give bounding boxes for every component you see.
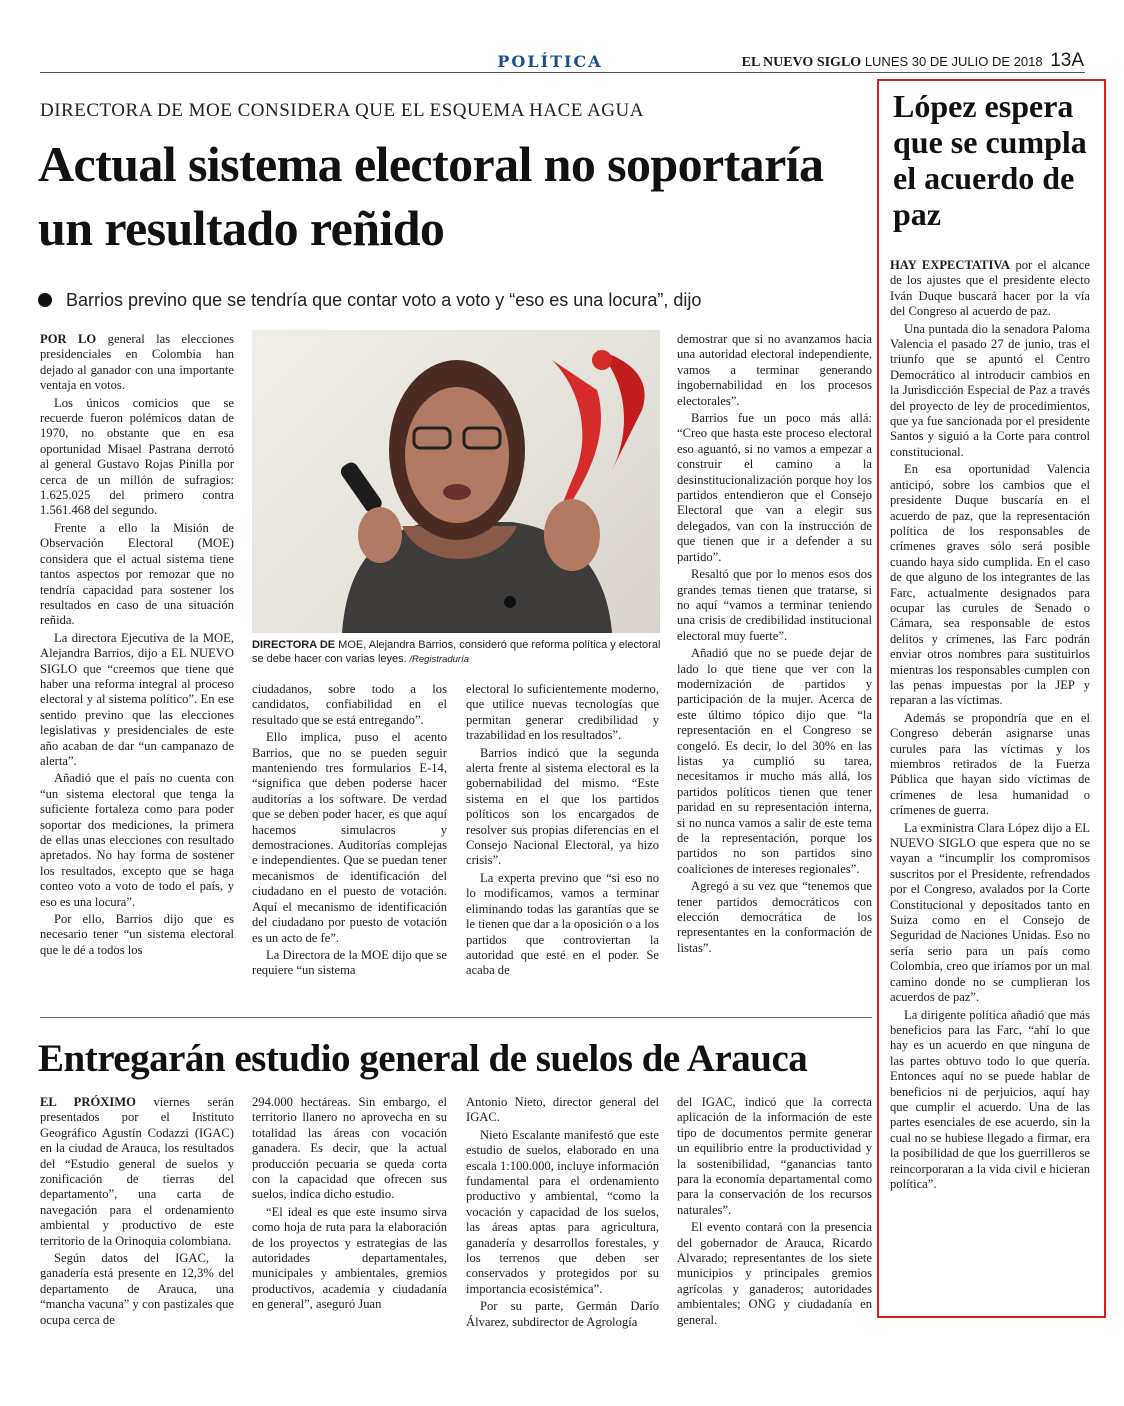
microphone-icon xyxy=(338,460,384,515)
caption-lead: DIRECTORA DE xyxy=(252,639,336,651)
bullet-icon xyxy=(38,293,52,307)
paragraph: Además se propondría que en el Congreso deberán asignarse unas curules para las víctimas y los miembros retirados de la Fuerza Pública que hayan sido víctimas de crímenes de lesa humanidad o crímenes de guerra. xyxy=(890,710,1090,818)
paragraph: Agregó a su vez que “tenemos que tener partidos democráticos con elección democrática de los representantes en la conformación de listas”. xyxy=(677,879,872,955)
paragraph: 294.000 hectáreas. Sin embargo, el territorio llanero no aprovecha en su totalidad las áreas con vocación ganadera. Es decir, que la actual producción pecuaria se queda corta con la capacidad que ofrecen sus suelos, indica dicho estudio. xyxy=(252,1095,447,1202)
second-col-3 xyxy=(466,1095,659,1335)
deck-text: Barrios previno que se tendría que contar voto a voto y “eso es una locura”, dijo xyxy=(66,290,702,310)
header-rule xyxy=(40,72,1085,73)
lead-text: por el alcance de los ajustes que el presidente electo Iván Duque buscará hacer por la vía del Congreso al acuerdo de paz. xyxy=(890,258,1090,319)
lead-paragraph xyxy=(40,332,234,394)
newspaper-name: EL NUEVO SIGLO xyxy=(741,55,862,70)
paragraph: del IGAC, indicó que la correcta aplicación de la información de este tipo de documentos permite generar un equilibrio entre la productividad y la sostenibilidad, “ganancias tanto para la economía departamental como para la conservación de los recursos naturales”. xyxy=(677,1095,872,1217)
lead-text: general las elecciones presidenciales en Colombia han dejado al ganador con una importante ventaja en votos. xyxy=(40,332,234,393)
second-headline: Entregarán estudio general de suelos de Arauca xyxy=(38,1037,808,1080)
photo-alejandra-barrios xyxy=(252,330,660,633)
paragraph: demostrar que si no avanzamos hacia una autoridad electoral independiente, vamos a terminar generando ingobernabilidad en los procesos electorales”. xyxy=(677,332,872,408)
paragraph: La Directora de la MOE dijo que se requiere “un sistema xyxy=(252,947,447,978)
paragraph: El evento contará con la presencia del gobernador de Arauca, Ricardo Alvarado; representantes de los siete municipios y principales gremios agrícolas y ganaderos; autoridades ambientales; ONG y ciudadanía en general. xyxy=(677,1220,872,1327)
paragraph: La experta previno que “si eso no lo modificamos, vamos a terminar eliminando todas las garantías que se le tienen que dar a la oposición o a los partidos que controviertan la autoridad que esté en el poder. Se acaba de xyxy=(466,870,659,978)
paragraph: La dirigente política añadió que más beneficios para las Farc, “ahí lo que hay es un acuerdo en que ninguna de las partes obtuvo todo lo que quería. Entonces aquí no se puede hablar de beneficios ni de perjuicios, aquí hay que cumplir el acuerdo. Una de las partes esenciales de ese acuerdo, sin la cual no se hubiese llegado a firmar, era la posibilidad de que los guerrilleros se reincorporaran a la vida civil e hicieran política”. xyxy=(890,1007,1090,1191)
face-shape xyxy=(405,387,509,523)
lapel-mic-icon xyxy=(504,596,516,608)
main-col-1 xyxy=(40,332,234,1000)
sidebar-headline: López espera que se cumpla el acuerdo de paz xyxy=(893,88,1087,232)
folio xyxy=(742,50,1084,72)
mouth-shape xyxy=(443,484,471,500)
paragraph: Añadió que no se puede dejar de lado lo que tiene que ver con la modernización de partidos y participación de la mujer. Acerca de este último tópico dijo que “la representación en el Congreso se congeló. Es decir, lo del 30% en las listas ya cumplió su tarea, necesitamos ir mucho más allá, los partidos políticos tienen que tener paridad en su representación interna, si no nunca vamos a salir de este tema de la representación, porque los partidos no son partidos sino coaliciones de intereses regionales”. xyxy=(677,646,872,876)
photo-caption xyxy=(252,638,662,667)
paragraph: ciudadanos, sobre todo a los candidatos, confiabilidad en el resultado que se está entregando”. xyxy=(252,682,447,727)
paragraph: Según datos del IGAC, la ganadería está presente en 12,3% del departamento de Arauca, una “mancha vacuna” y con pastizales que ocupa cerca de xyxy=(40,1251,234,1327)
paragraph: La directora Ejecutiva de la MOE, Alejandra Barrios, dijo a EL NUEVO SIGLO que “creemos que tiene que haber una reforma integral al proceso electoral y al sistema político”. En ese sentido previno que las elecciones legislativas y presidenciales de este año acaban de dar “un campanazo de alerta”. xyxy=(40,630,234,768)
paragraph: Por ello, Barrios dijo que es necesario tener “un sistema electoral que le dé a todos los xyxy=(40,912,234,957)
story-divider xyxy=(40,1017,872,1018)
paragraph: Barrios fue un poco más allá: “Creo que hasta este proceso electoral eso aguantó, si no vamos a empezar a construir el camino a la desinstitucionalización porque hoy los partidos entendieron que el Consejo Electoral que van a elegir sus delegados, van con la instrucción de que tienen que ir a defender a su partido”. xyxy=(677,411,872,564)
caption-text: MOE, Alejandra Barrios, consideró que reforma política y electoral se debe hacer con varias leyes. xyxy=(252,639,661,665)
paragraph: Resaltó que por lo menos esos dos grandes temas tienen que tratarse, si no aquí “vamos a terminar teniendo una crisis de credibilidad institucional electoral muy fuerte”. xyxy=(677,567,872,643)
issue-date: LUNES 30 DE JULIO DE 2018 xyxy=(864,54,1043,69)
second-col-1 xyxy=(40,1095,234,1335)
second-col-2 xyxy=(252,1095,447,1335)
lead-word: POR LO xyxy=(40,332,97,346)
hand-left xyxy=(358,507,402,563)
lead-word: HAY EXPECTATIVA xyxy=(890,258,1010,272)
second-col-4 xyxy=(677,1095,872,1335)
main-col-4 xyxy=(677,332,872,1000)
paragraph: Ello implica, puso el acento Barrios, que no se pueden seguir manteniendo tres formularios E-14, “significa que deben poderse hacer auditorías a los software. De verdad que se deben poder hacer, es que aquí hacemos simulacros y demostraciones. Auditorías complejas e independientes. Que se puedan tener mecanismos de identificación del ciudadano en el puesto de votación. Aquí el mecanismo de identificación del ciudadano por puesto de votación es un acto de fe”. xyxy=(252,730,447,945)
kicker: DIRECTORA DE MOE CONSIDERA QUE EL ESQUEMA HACE AGUA xyxy=(40,100,644,121)
paragraph: Barrios indicó que la segunda alerta frente al sistema electoral es la gobernabilidad del mismo. “Este sistema en el que los partidos políticos son los encargados de resolver sus propias diferencias en el Consejo Nacional Electoral, ya hizo crisis”. xyxy=(466,745,659,868)
logo-dot-icon xyxy=(592,350,612,370)
sidebar-text xyxy=(890,258,1090,1298)
paragraph: Antonio Nieto, director general del IGAC. xyxy=(466,1095,659,1125)
page-number: 13A xyxy=(1050,50,1084,71)
paragraph: “El ideal es que este insumo sirva como hoja de ruta para la elaboración de los proyectos y estrategias de las autoridades departamentales, municipales y ambientales, gremios productivos, academia y ciudadanía en general”, aseguró Juan xyxy=(252,1204,447,1312)
lead-paragraph xyxy=(40,1095,234,1249)
main-col-3 xyxy=(466,682,659,1000)
paragraph: En esa oportunidad Valencia anticipó, sobre los cambios que el presidente Duque buscaría en el acuerdo de paz, que la representación política de los responsables de crímenes graves sólo será posible cuando haya sido cumplida. En el caso de que alguno de los integrantes de las Farc, actualmente designados para ocupar las curules de Senado o Cámara, sea responsable de estos delitos y crímenes, las Farc podrán enviar otros nombres para sustituirlos mientras los responsables cumplen con las penas impuestas por la JEP y reparan a las víctimas. xyxy=(890,462,1090,708)
deck xyxy=(38,290,858,311)
paragraph: Una puntada dio la senadora Paloma Valencia el pasado 27 de junio, tras el triunfo que se apuntó el Centro Democrático al introducir cambios en la Jurisdicción Especial de Paz a través del proyecto de ley de procedimientos, que ya fue sancionada por el presidente Santos y siguió a la Corte para control constitucional. xyxy=(890,321,1090,459)
paragraph: Añadió que el país no cuenta con “un sistema electoral que tenga la suficiente fortaleza como para poder soportar dos mediciones, la primera de ellas unas elecciones con resultado apretados. No hay forma de sostener los resultados, excepto que se haga conteo voto a voto de todo el país, y eso es una locura”. xyxy=(40,771,234,909)
lead-word: EL PRÓXIMO xyxy=(40,1095,136,1109)
main-headline: Actual sistema electoral no soportaría un resultado reñido xyxy=(38,136,824,256)
paragraph: Nieto Escalante manifestó que este estudio de suelos, elaborado en una escala 1:100.000, incluye información fundamental para el ordenamiento productivo y ambiental, “como la vocación y capacidad de los suelos, las áreas aptas para agricultura, ganadería y desarrollos forestales, y los terrenos que deben ser conservados y protegidos por su importancia ecosistémica”. xyxy=(466,1127,659,1296)
paragraph: Frente a ello la Misión de Observación Electoral (MOE) considera que el actual sistema tiene tantos aspectos por remozar que no tendría capacidad para sostener los resultados en caso de una situación reñida. xyxy=(40,520,234,628)
paragraph: La exministra Clara López dijo a EL NUEVO SIGLO que espera que no se vayan a “incumplir los compromisos suscritos por el Presidente, refrendados por el Congreso, avalados por la Corte Constitucional y depositados tanto en Suiza como en el Consejo de Seguridad de Naciones Unidas. Eso no sería serio para un país como Colombia, creo que iríamos por un mal camino donde no se cumplieran los acuerdos de paz”. xyxy=(890,820,1090,1005)
paragraph: electoral lo suficientemente moderno, que utilice nuevas tecnologías que permitan generar credibilidad y trazabilidad en los resultados”. xyxy=(466,682,659,743)
photo-credit: /Registraduría xyxy=(406,654,470,665)
paragraph: Los únicos comicios que se recuerde fueron polémicos datan de 1970, no obstante que en esa oportunidad Misael Pastrana derrotó al general Gustavo Rojas Pinilla por cerca de un millón de sufragios: 1.625.025 del primero contra 1.561.468 del segundo. xyxy=(40,395,234,518)
section-name: POLÍTICA xyxy=(497,52,603,71)
main-col-2 xyxy=(252,682,447,1000)
photo-illustration xyxy=(252,330,660,633)
lead-paragraph xyxy=(890,258,1090,320)
lead-text: viernes serán presentados por el Instituto Geográfico Agustín Codazzi (IGAC) en la ciudad de Arauca, los resultados del “Estudio general de suelos y zonificación de tierras del departamento”, una carta de navegación para el ordenamiento ambiental y productivo de este territorio de la Orinoquia colombiana. xyxy=(40,1095,234,1248)
hand-right xyxy=(544,499,600,571)
paragraph: Por su parte, Germán Darío Álvarez, subdirector de Agrología xyxy=(466,1299,659,1329)
